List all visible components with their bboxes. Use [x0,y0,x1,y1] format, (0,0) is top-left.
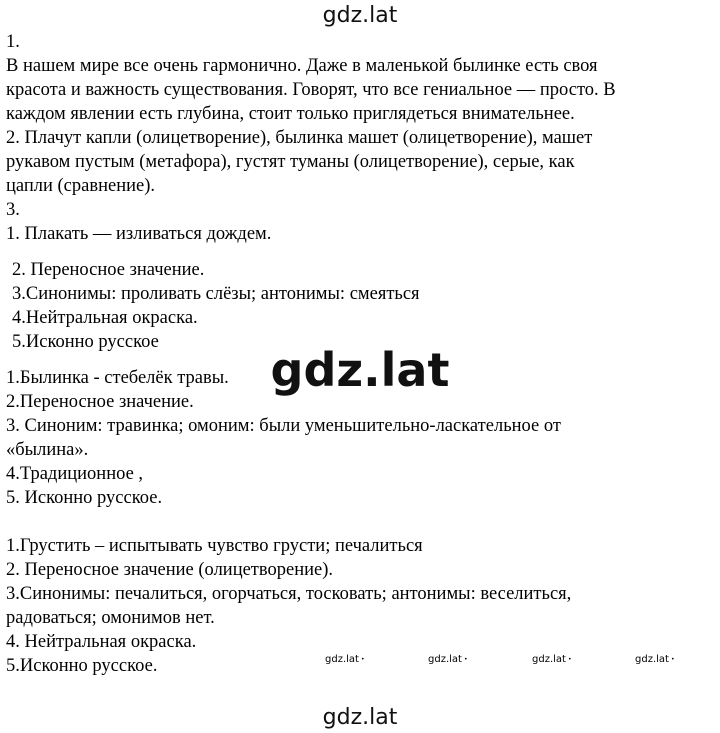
list-item: 3.Синонимы: печалиться, огорчаться, тосковать; антонимы: веселиться, [6,584,572,604]
list-item: 2. Переносное значение. [12,260,205,280]
watermark-bottom: gdz.lat [322,705,398,730]
section-1-number: 1. [6,32,20,52]
list-item: 4.Традиционное , [6,464,144,484]
watermark-top: gdz.lat [322,3,398,28]
watermark-small: gdz.lat • [532,654,572,666]
paragraph-line: красота и важность существования. Говорят, что все гениальное — просто. В [6,80,616,100]
list-item: 1.Былинка - стебелёк травы. [6,368,229,388]
list-item: 5. Исконно русское. [6,488,163,508]
watermark-small: gdz.lat • [325,654,365,666]
section-3-number: 3. [6,200,20,220]
list-item: 1. Плакать — изливаться дождем. [6,224,272,244]
list-item: 5.Исконно русское [12,332,159,352]
paragraph-line: 2. Плачут капли (олицетворение), былинка машет (олицетворение), машет [6,128,593,148]
list-item: 4.Нейтральная окраска. [12,308,198,328]
watermark-small: gdz.lat • [635,654,675,666]
list-item: радоваться; омонимов нет. [6,608,215,628]
list-item: 2. Переносное значение (олицетворение). [6,560,334,580]
watermark-small: gdz.lat • [428,654,468,666]
paragraph-line: цапли (сравнение). [6,176,156,196]
list-item: 2.Переносное значение. [6,392,194,412]
list-item: 5.Исконно русское. [6,656,158,676]
paragraph-line: рукавом пустым (метафора), густят туманы (олицетворение), серые, как [6,152,575,172]
list-item: «былина». [6,440,89,460]
paragraph-line: В нашем мире все очень гармонично. Даже в маленькой былинке есть своя [6,56,598,76]
list-item: 1.Грустить – испытывать чувство грусти; печалиться [6,536,423,556]
list-item: 4. Нейтральная окраска. [6,632,197,652]
watermark-center: gdz.lat [270,343,450,397]
paragraph-line: каждом явлении есть глубина, стоит только приглядеться внимательнее. [6,104,575,124]
list-item: 3. Синоним: травинка; омоним: были уменьшительно-ласкательное от [6,416,561,436]
list-item: 3.Синонимы: проливать слёзы; антонимы: смеяться [12,284,420,304]
